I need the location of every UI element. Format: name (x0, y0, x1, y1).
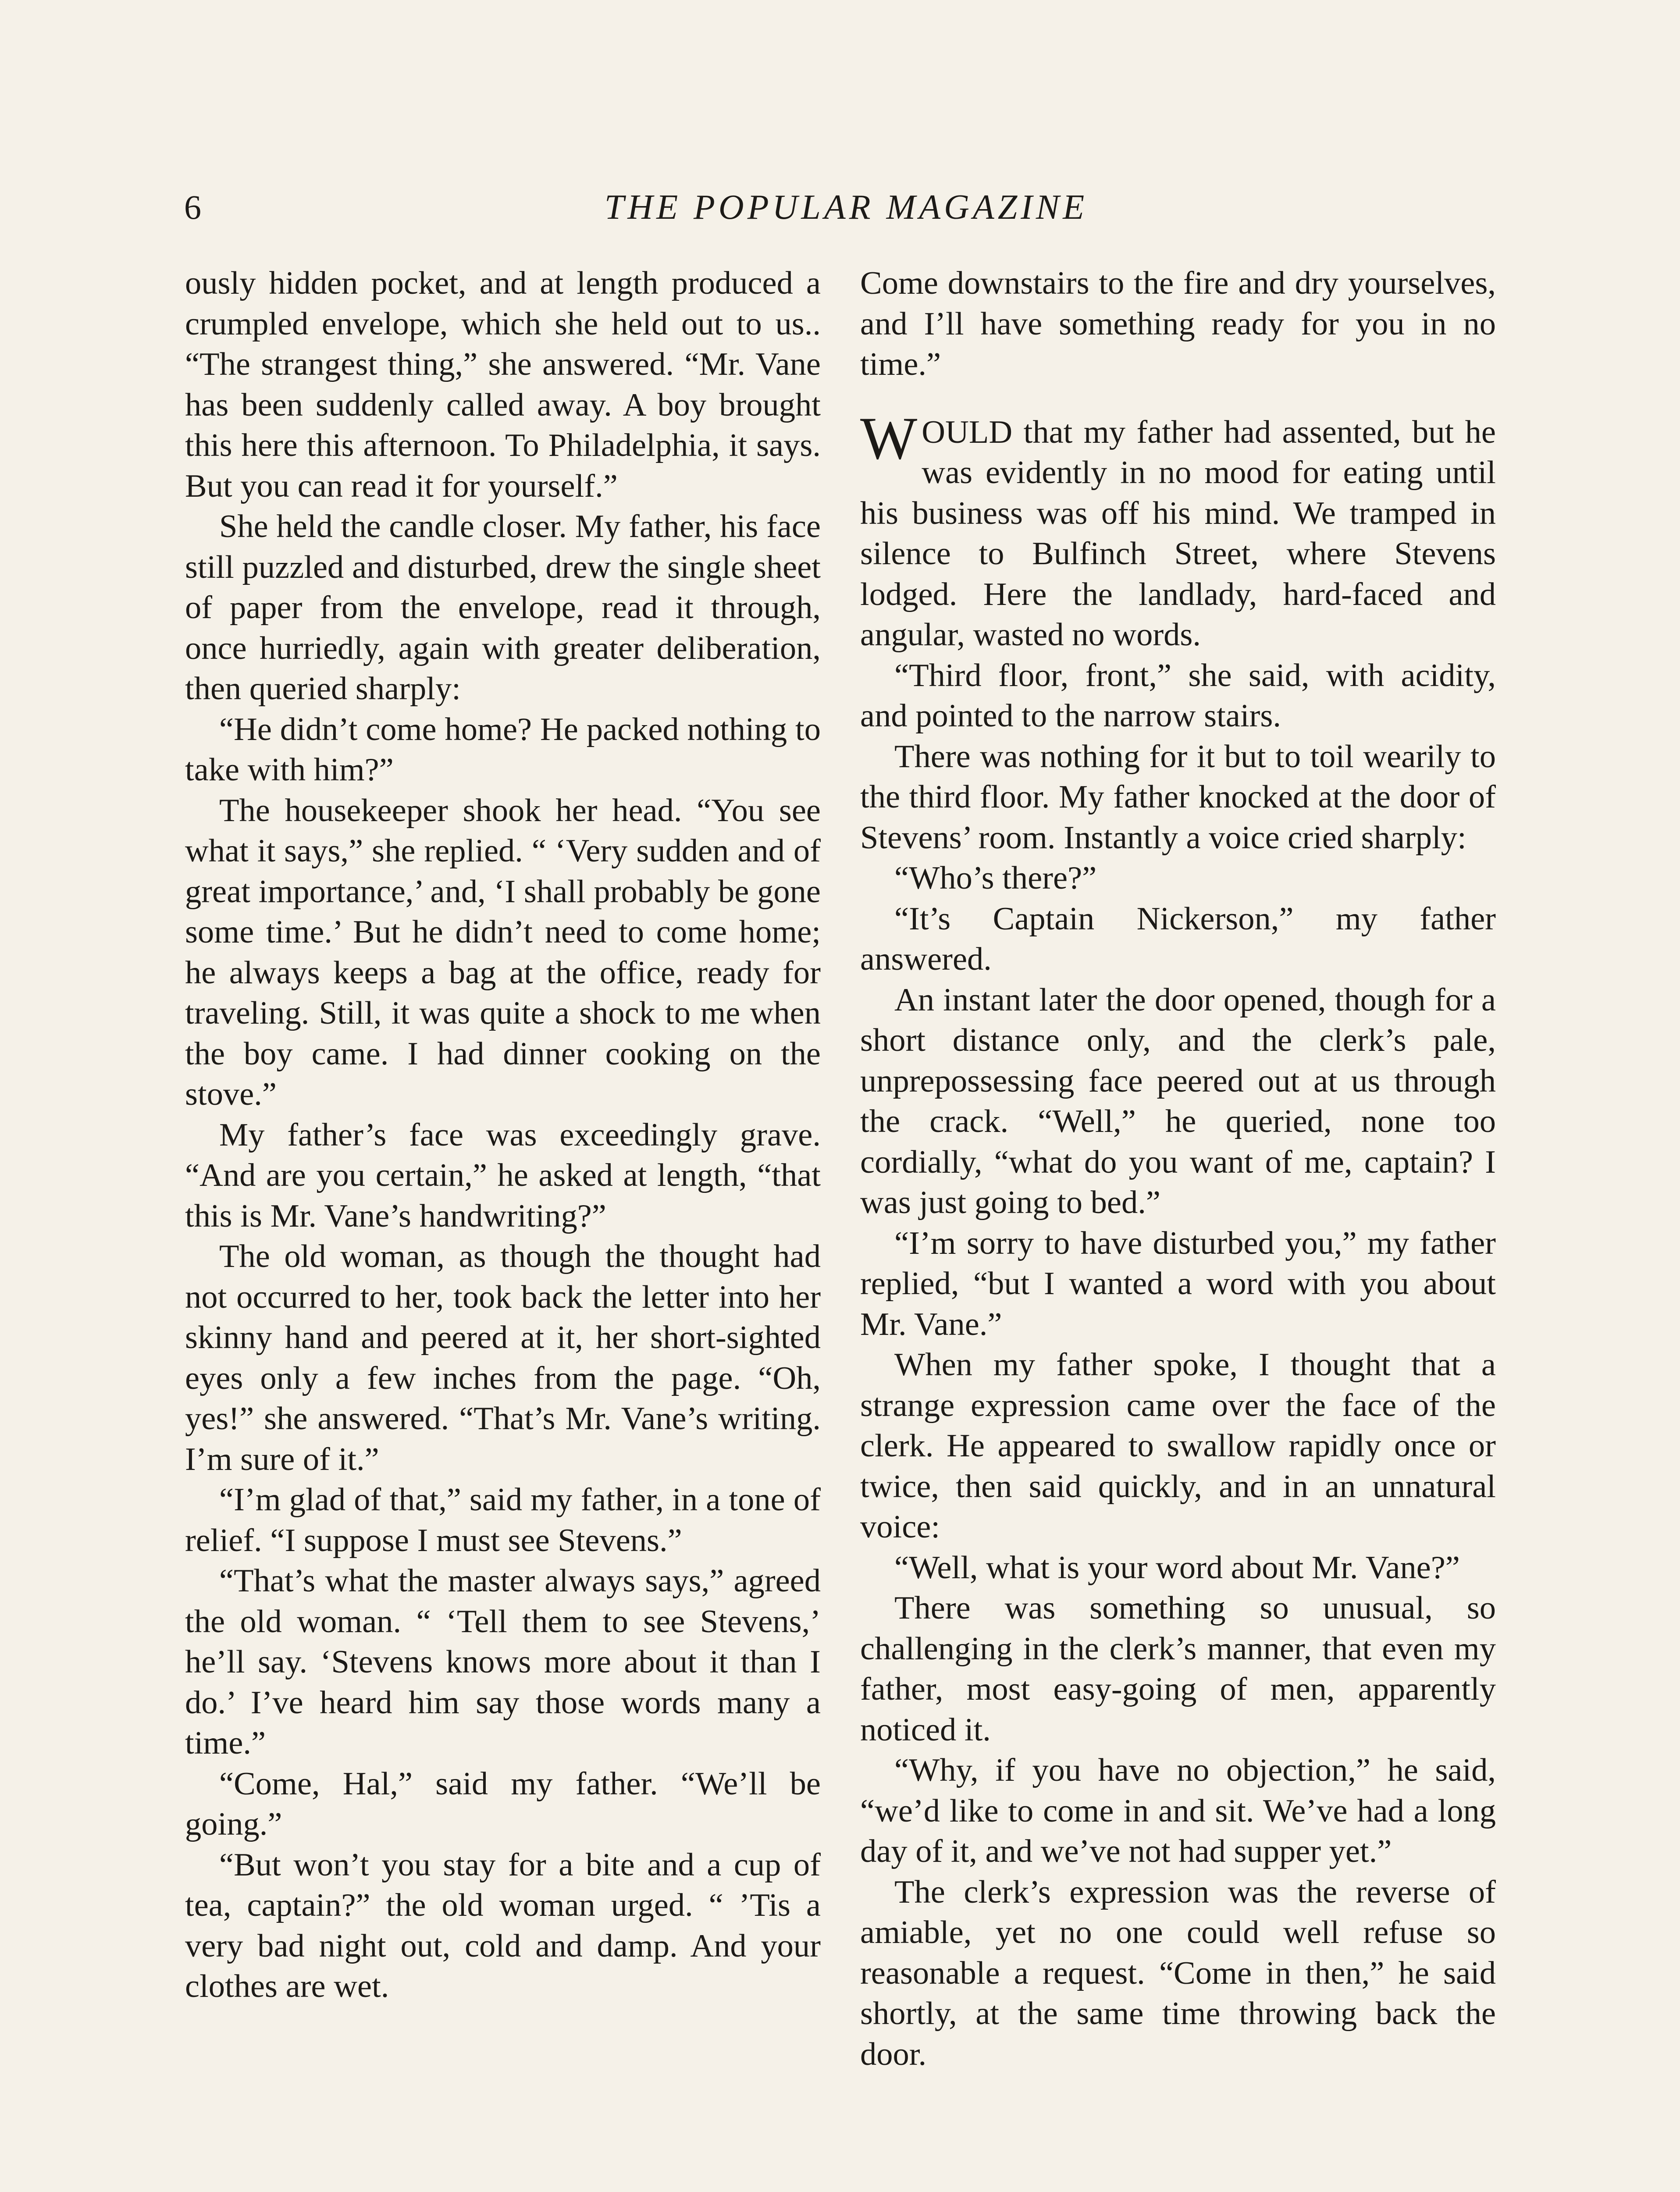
paragraph: The clerk’s expression was the reverse of amiable, yet no one could well refuse so reasonable a request. “Come in then,” he said shortly, at the same time throwing back the door. (860, 1874, 1496, 2072)
running-header (184, 183, 1508, 236)
paragraph-continuation: Come downstairs to the fire and dry yourselves, and I’ll have something ready for you in no time.” (860, 265, 1496, 382)
paragraph: “I’m sorry to have disturbed you,” my father replied, “but I wanted a word with you about Mr. Vane.” (860, 1225, 1496, 1342)
right-column (860, 263, 1496, 2075)
paragraph: “But won’t you stay for a bite and a cup of tea, captain?” the old woman urged. “ ’Tis a very bad night out, cold and damp. And your clothes are wet. (185, 1847, 821, 2004)
page-number: 6 (184, 188, 201, 226)
paragraph: “Well, what is your word about Mr. Vane?” (894, 1549, 1460, 1586)
paragraph: The old woman, as though the thought had not occurred to her, took back the letter into her skinny hand and peered at it, her short-sighted eyes only a few inches from the page. “Oh, yes!” she answered. “That’s Mr. Vane’s writing. I’m sure of it.” (185, 1238, 821, 1477)
paragraph: ously hidden pocket, and at length produced a crumpled envelope, which she held out to us.. “The strangest thing,” she answered. “Mr. Vane has been suddenly called away. A boy brought this here this afternoon. To Philadelphia, it says. But you can read it for yourself.” (185, 265, 821, 504)
paragraph: “Third floor, front,” she said, with acidity, and pointed to the narrow stairs. (860, 657, 1496, 734)
drop-cap: W (860, 404, 918, 472)
paragraph: “Who’s there?” (894, 860, 1097, 896)
paragraph: There was nothing for it but to toil wearily to the third floor. My father knocked at the door of Stevens’ room. Instantly a voice cried sharply: (860, 738, 1496, 856)
paragraph: My father’s face was exceedingly grave. “And are you certain,” he asked at length, “that this is Mr. Vane’s handwriting?” (185, 1117, 821, 1234)
paragraph: An instant later the door opened, though for a short distance only, and the clerk’s pale, unprepossessing face peered out at us through the crack. “Well,” he queried, none too cordially, “what do you want of me, captain? I was just going to bed.” (860, 982, 1496, 1221)
paragraph: There was something so unusual, so challenging in the clerk’s manner, that even my father, most easy-going of men, apparently noticed it. (860, 1590, 1496, 1748)
paragraph: When my father spoke, I thought that a strange expression came over the face of the clerk. He appeared to swallow rapidly once or twice, then said quickly, and in an unnatural voice: (860, 1347, 1496, 1545)
section-opening-paragraph (860, 404, 1496, 655)
paragraph: “I’m glad of that,” said my father, in a tone of relief. “I suppose I must see Stevens.” (185, 1482, 821, 1559)
paragraph: “Why, if you have no objection,” he said, “we’d like to come in and sit. We’ve had a long day of it, and we’ve not had supper yet.” (860, 1752, 1496, 1869)
paragraph: “He didn’t come home? He packed nothing to take with him?” (185, 711, 821, 788)
paragraph: “Come, Hal,” said my father. “We’ll be going.” (185, 1765, 821, 1842)
left-column (185, 263, 821, 2007)
running-title: THE POPULAR MAGAZINE (604, 188, 1088, 227)
paragraph: “That’s what the master always says,” agreed the old woman. “ ‘Tell them to see Stevens,’ he’ll say. ‘Stevens knows more about it than I do.’ I’ve heard him say those words many a time.” (185, 1563, 821, 1761)
paragraph: “It’s Captain Nickerson,” my father answered. (860, 900, 1496, 977)
paragraph: She held the candle closer. My father, his face still puzzled and disturbed, drew the single sheet of paper from the envelope, read it through, once hurriedly, again with greater deliberation, then queried sharply: (185, 509, 821, 707)
paragraph-text: that my father had assented, but he was evidently in no mood for eating until his business was off his mind. We tramped in silence to Bulfinch Street, where Stevens lodged. Here the landlady, hard-faced and angular, wasted no words. (860, 414, 1496, 653)
drop-cap-word-rest: OULD (922, 414, 1013, 450)
paragraph: The housekeeper shook her head. “You see what it says,” she replied. “ ‘Very sudden and of great importance,’ and, ‘I shall probably be gone some time.’ But he didn’t need to come home; he always keeps a bag at the office, ready for traveling. Still, it was quite a shock to me when the boy came. I had dinner cooking on the stove.” (185, 792, 821, 1112)
